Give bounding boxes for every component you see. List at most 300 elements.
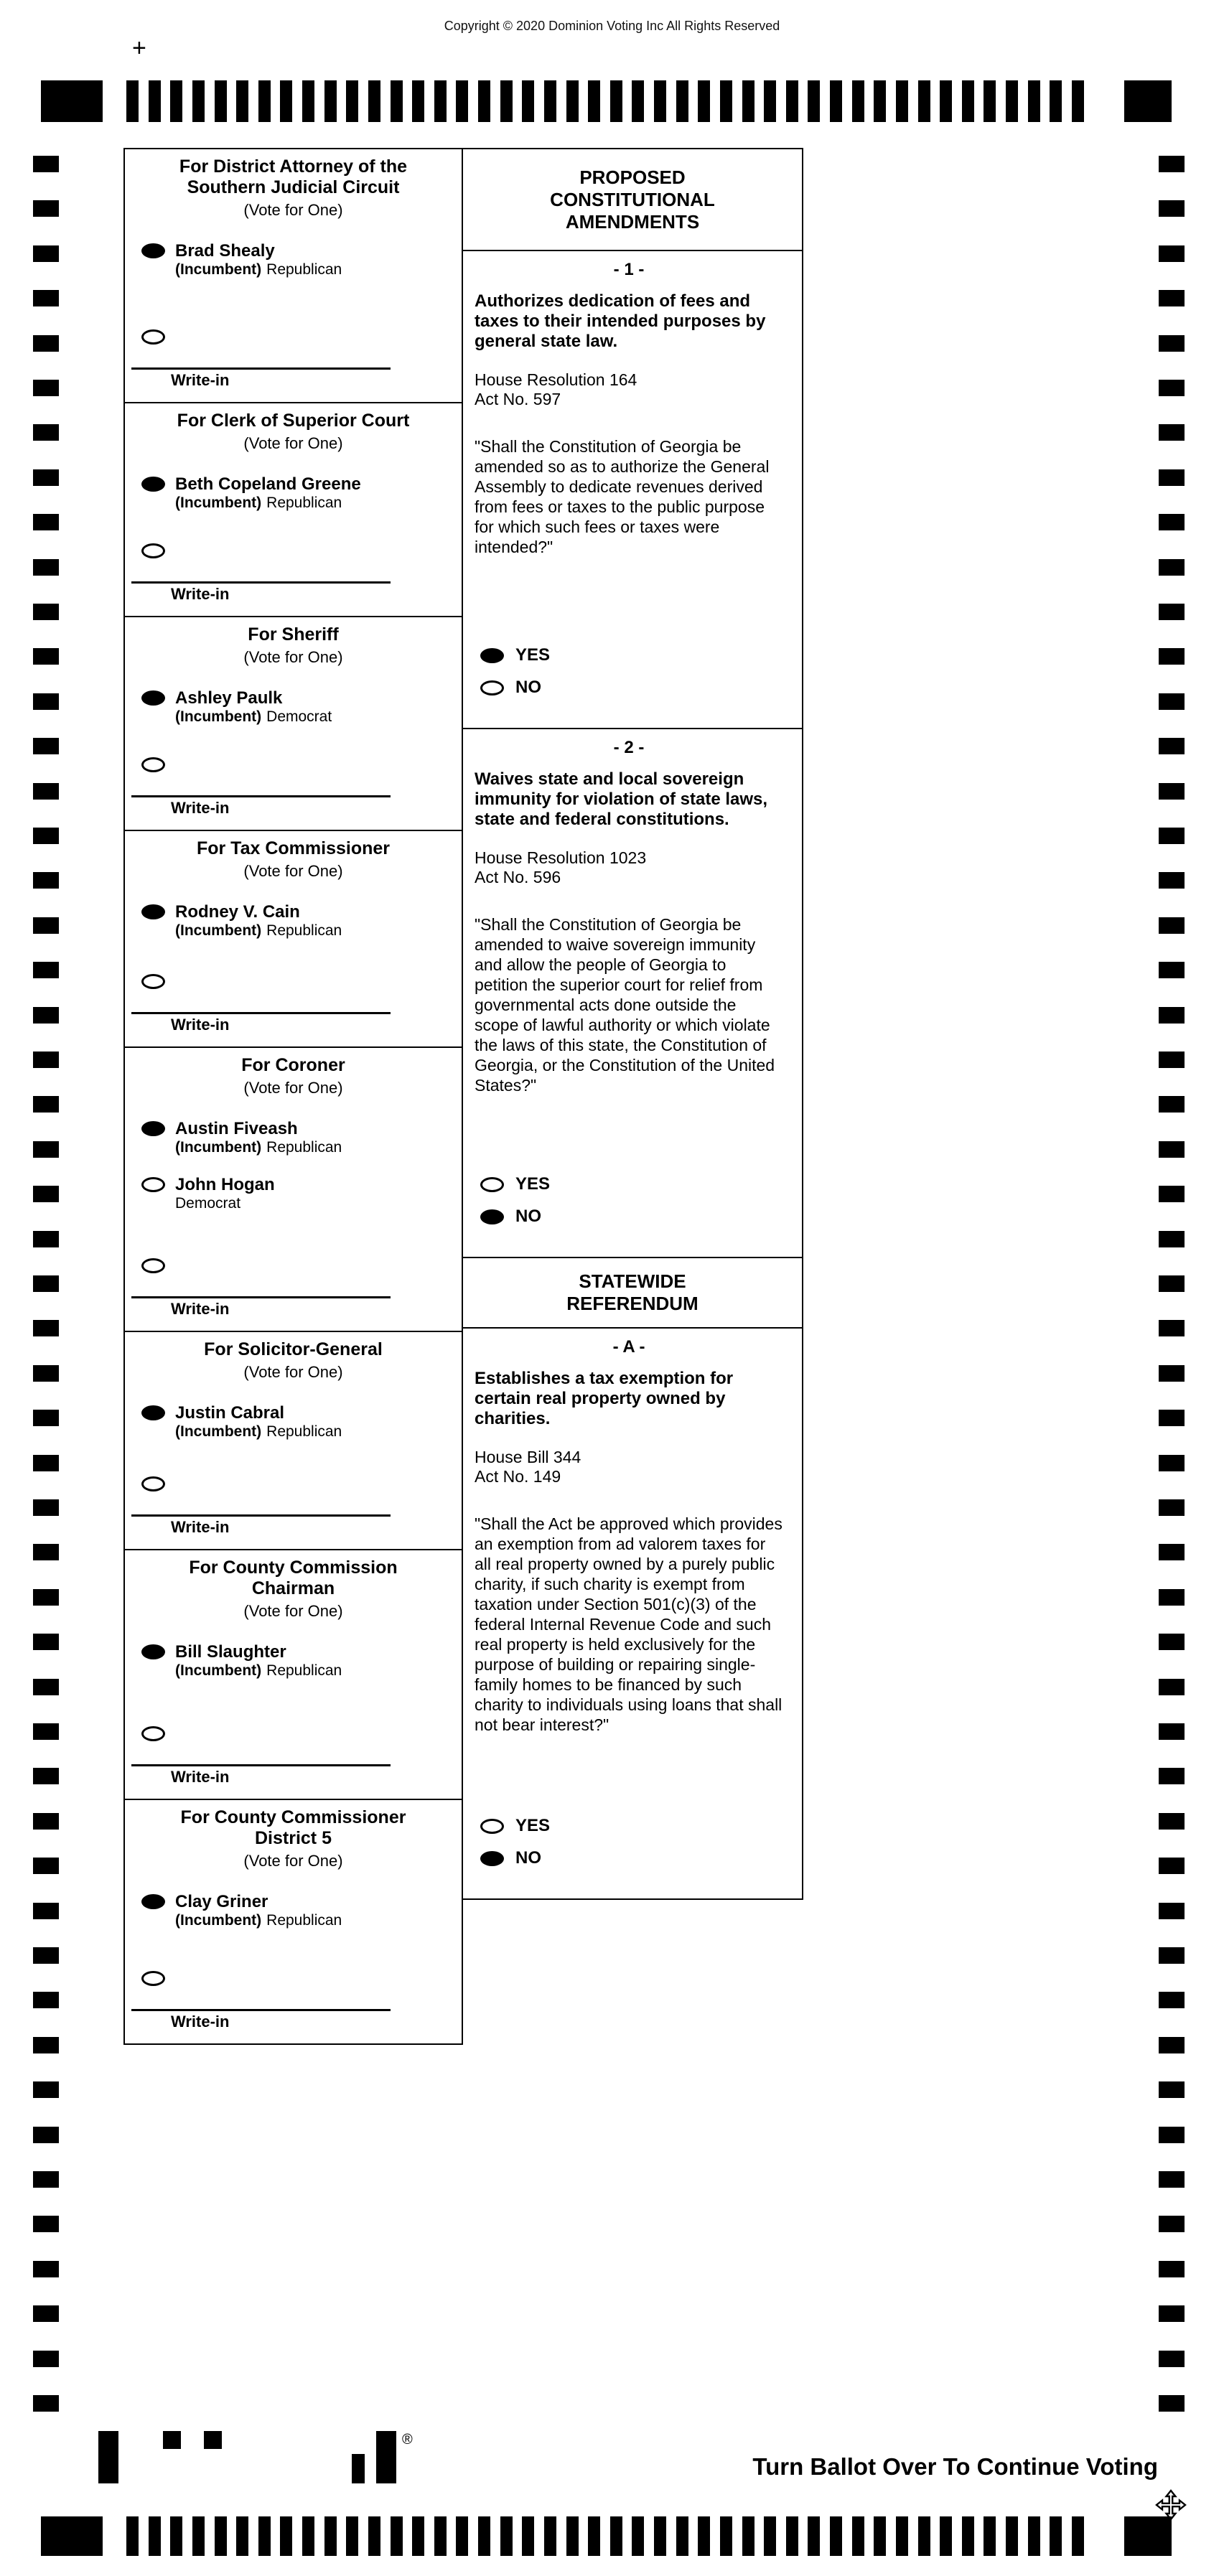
measure-options <box>475 1153 783 1227</box>
candidate-party-line <box>175 708 332 726</box>
contest-title: For County Commission Chairman <box>189 1558 398 1598</box>
write-in-area[interactable] <box>131 1296 391 1319</box>
candidate-name: Ashley Paulk <box>175 688 283 708</box>
measures-header-text: PROPOSED CONSTITUTIONAL AMENDMENTS <box>550 166 715 233</box>
candidate-party-line <box>175 1195 275 1212</box>
candidate-row <box>125 902 462 940</box>
candidate-row <box>125 1119 462 1156</box>
timing-mark-bar <box>632 2516 644 2556</box>
timing-mark <box>1159 559 1185 576</box>
write-in-oval-row <box>125 543 462 562</box>
write-in-oval-row <box>125 757 462 776</box>
measure-authority-line: Act No. 149 <box>475 1467 561 1486</box>
timing-mark-bar <box>852 2516 864 2556</box>
candidate-oval[interactable] <box>141 243 165 258</box>
timing-mark <box>1159 1723 1185 1740</box>
timing-mark <box>1159 1813 1185 1830</box>
timing-mark <box>33 872 59 889</box>
timing-mark-bar <box>192 80 205 122</box>
contest-instruction: (Vote for One) <box>243 648 343 666</box>
candidate-party: Republican <box>266 1423 342 1440</box>
measure-summary: Establishes a tax exemption for certain real property owned by charities. <box>475 1369 734 1428</box>
candidate-party: Republican <box>266 1912 342 1929</box>
timing-mark-bar <box>434 80 447 122</box>
timing-mark <box>1159 1455 1185 1471</box>
timing-mark <box>1159 1186 1185 1202</box>
candidate-text <box>175 1892 342 1929</box>
option-label: NO <box>515 1848 541 1868</box>
candidate-party: Republican <box>266 1662 342 1679</box>
candidate-text <box>175 902 342 940</box>
timing-mark <box>1159 290 1185 306</box>
timing-mark-bar <box>874 2516 886 2556</box>
write-in-oval[interactable] <box>141 1476 165 1491</box>
timing-mark <box>1159 1231 1185 1247</box>
write-in-area[interactable] <box>131 2009 391 2032</box>
option-label: NO <box>515 1207 541 1226</box>
option-oval[interactable] <box>480 680 504 695</box>
timing-mark <box>33 2037 59 2053</box>
candidate-incumbent: (Incumbent) <box>175 1912 262 1929</box>
timing-mark-bar <box>1072 80 1084 122</box>
candidate-name: Rodney V. Cain <box>175 902 300 922</box>
write-in-oval[interactable] <box>141 757 165 772</box>
timing-mark <box>1159 2037 1185 2053</box>
contest-title: For Sheriff <box>248 624 339 645</box>
timing-mark-bar <box>984 2516 996 2556</box>
timing-mark <box>33 1455 59 1471</box>
timing-mark-bar <box>522 2516 534 2556</box>
write-in-group <box>125 757 462 830</box>
candidate-incumbent: (Incumbent) <box>175 1423 262 1440</box>
candidate-incumbent: (Incumbent) <box>175 1662 262 1679</box>
timing-band-top <box>0 80 1224 122</box>
timing-mark <box>1159 1858 1185 1874</box>
measure-authority-line: House Bill 344 <box>475 1448 581 1466</box>
write-in-oval[interactable] <box>141 1726 165 1741</box>
timing-mark <box>33 2351 59 2367</box>
write-in-area[interactable] <box>131 1764 391 1787</box>
timing-bars <box>126 80 1084 122</box>
option-label: YES <box>515 1816 551 1835</box>
contest-instruction: (Vote for One) <box>243 1363 343 1381</box>
candidate-party-line <box>175 1423 342 1441</box>
timing-mark-bar <box>192 2516 205 2556</box>
candidate-oval[interactable] <box>141 1121 165 1136</box>
timing-mark-bar <box>391 80 403 122</box>
timing-mark <box>33 1947 59 1964</box>
measures-header <box>463 149 802 251</box>
footer-instruction: Turn Ballot Over To Continue Voting <box>752 2453 1158 2480</box>
timing-mark <box>33 917 59 934</box>
timing-mark <box>1159 604 1185 620</box>
measure-authority-line: House Resolution 1023 <box>475 848 647 867</box>
write-in-label: Write-in <box>171 371 230 389</box>
timing-mark <box>33 290 59 306</box>
timing-mark <box>1159 424 1185 441</box>
ballot-id-mark <box>352 2454 365 2483</box>
timing-mark <box>33 2081 59 2098</box>
timing-block-left <box>41 2516 103 2556</box>
timing-mark <box>33 828 59 844</box>
timing-mark-bar <box>764 80 776 122</box>
candidate-party: Republican <box>266 1139 342 1156</box>
write-in-group <box>125 543 462 616</box>
contest-section <box>125 149 462 403</box>
ballot-content <box>123 148 803 2045</box>
timing-mark-bar <box>1028 2516 1040 2556</box>
timing-mark-bar <box>544 80 556 122</box>
timing-mark <box>33 693 59 710</box>
timing-mark <box>1159 2261 1185 2277</box>
timing-mark <box>1159 917 1185 934</box>
registered-symbol: ® <box>402 2432 413 2448</box>
timing-mark <box>33 1275 59 1292</box>
write-in-oval-row <box>125 329 462 348</box>
candidate-party: Republican <box>266 495 342 511</box>
timing-mark <box>33 200 59 217</box>
contest-instruction: (Vote for One) <box>243 1602 343 1620</box>
measure-question: "Shall the Constitution of Georgia be amended to waive sovereign immunity and allow the people of Georgia to petition the superior court for relief from governmental acts done outside the scope of lawful authority or which violate the laws of this state, the Constitution of Georgia, or the Constitution of the United States?" <box>475 915 775 1095</box>
timing-mark-bar <box>149 2516 161 2556</box>
timing-mark <box>33 335 59 352</box>
timing-mark-bar <box>478 2516 490 2556</box>
timing-mark-bar <box>676 80 688 122</box>
timing-mark-bar <box>676 2516 688 2556</box>
write-in-label: Write-in <box>171 1016 230 1034</box>
timing-mark-bar <box>346 80 358 122</box>
timing-mark-bar <box>632 80 644 122</box>
timing-mark-bar <box>1050 2516 1062 2556</box>
measure-summary: Waives state and local sovereign immunity for violation of state laws, state and federal constitutions. <box>475 769 768 829</box>
timing-mark <box>33 1679 59 1695</box>
timing-mark-bar <box>302 80 314 122</box>
timing-mark <box>1159 245 1185 262</box>
write-in-oval[interactable] <box>141 1258 165 1273</box>
timing-mark-bar <box>170 80 182 122</box>
contests-column <box>123 148 463 2045</box>
candidate-incumbent: (Incumbent) <box>175 1139 262 1156</box>
write-in-oval[interactable] <box>141 974 165 989</box>
timing-mark <box>1159 1903 1185 1919</box>
candidate-oval[interactable] <box>141 690 165 706</box>
measures-column <box>462 148 803 1900</box>
timing-mark-bar <box>434 2516 447 2556</box>
timing-mark-bar <box>346 2516 358 2556</box>
candidate-party: Republican <box>266 922 342 939</box>
write-in-label: Write-in <box>171 1300 230 1318</box>
contest-section <box>125 1550 462 1800</box>
timing-mark <box>33 514 59 530</box>
candidate-row <box>125 1403 462 1441</box>
timing-mark-bar <box>720 80 732 122</box>
candidate-party-line <box>175 1139 342 1156</box>
measure-section <box>463 251 802 729</box>
timing-mark-bar <box>742 80 755 122</box>
timing-mark-bar <box>566 80 579 122</box>
candidate-text <box>175 474 361 512</box>
candidate-name: Brad Shealy <box>175 241 275 261</box>
contest-instruction: (Vote for One) <box>243 862 343 880</box>
candidate-row <box>125 241 462 278</box>
option-label: YES <box>515 1174 551 1194</box>
candidate-name: Clay Griner <box>175 1892 268 1911</box>
timing-mark-bar <box>215 2516 227 2556</box>
candidate-oval[interactable] <box>141 904 165 919</box>
timing-mark-bar <box>1006 2516 1018 2556</box>
timing-mark <box>1159 1141 1185 1158</box>
timing-mark <box>33 1768 59 1784</box>
candidate-incumbent: (Incumbent) <box>175 708 262 725</box>
timing-mark-bar <box>258 2516 271 2556</box>
candidate-party-line <box>175 1662 342 1680</box>
candidate-text <box>175 1642 342 1680</box>
timing-mark <box>33 783 59 800</box>
write-in-oval-row <box>125 1258 462 1277</box>
timing-mark <box>1159 962 1185 978</box>
timing-mark-bar <box>302 2516 314 2556</box>
timing-mark <box>33 1096 59 1113</box>
timing-mark <box>33 559 59 576</box>
write-in-area[interactable] <box>131 795 391 818</box>
timing-mark <box>1159 1275 1185 1292</box>
timing-mark-bar <box>236 2516 248 2556</box>
timing-mark <box>33 380 59 396</box>
contest-title: For County Commissioner District 5 <box>180 1807 406 1848</box>
timing-mark-bar <box>149 80 161 122</box>
candidate-party: Democrat <box>266 708 332 725</box>
write-in-area[interactable] <box>131 1514 391 1537</box>
timing-mark <box>1159 828 1185 844</box>
timing-mark-bar <box>544 2516 556 2556</box>
write-in-oval-row <box>125 1726 462 1745</box>
candidate-text <box>175 1175 275 1212</box>
timing-mark <box>1159 1499 1185 1516</box>
timing-mark <box>1159 380 1185 396</box>
timing-mark <box>33 1186 59 1202</box>
timing-mark <box>33 1723 59 1740</box>
contest-section <box>125 403 462 617</box>
timing-mark <box>33 1813 59 1830</box>
timing-mark <box>33 156 59 172</box>
timing-mark <box>1159 1589 1185 1606</box>
timing-mark-bar <box>830 2516 842 2556</box>
timing-mark <box>1159 1365 1185 1382</box>
candidate-incumbent: (Incumbent) <box>175 495 262 511</box>
timing-mark <box>1159 2216 1185 2232</box>
timing-mark <box>1159 2351 1185 2367</box>
timing-mark-bar <box>478 80 490 122</box>
timing-mark-bar <box>610 80 622 122</box>
measure-options <box>475 1794 783 1868</box>
option-row <box>475 1816 783 1836</box>
write-in-label: Write-in <box>171 1768 230 1786</box>
measure-number: - A - <box>612 1337 645 1357</box>
contest-title: For District Attorney of the Southern Judicial Circuit <box>179 156 408 197</box>
write-in-label: Write-in <box>171 585 230 603</box>
measure-options <box>475 624 783 698</box>
measures-header-text: STATEWIDE REFERENDUM <box>566 1270 699 1314</box>
timing-mark <box>33 1634 59 1650</box>
write-in-oval[interactable] <box>141 543 165 558</box>
timing-mark <box>33 738 59 754</box>
timing-mark-bar <box>940 2516 952 2556</box>
candidate-name: Bill Slaughter <box>175 1642 286 1662</box>
candidate-name: Justin Cabral <box>175 1403 285 1423</box>
option-oval[interactable] <box>480 1819 504 1834</box>
write-in-area[interactable] <box>131 581 391 604</box>
timing-mark <box>33 1410 59 1426</box>
candidate-oval[interactable] <box>141 1177 165 1192</box>
timing-mark-bar <box>698 80 710 122</box>
measure-summary: Authorizes dedication of fees and taxes to their intended purposes by general state law. <box>475 291 766 351</box>
contest-section <box>125 1048 462 1332</box>
candidate-party-line <box>175 922 342 940</box>
timing-mark <box>1159 1768 1185 1784</box>
measure-number: - 1 - <box>613 260 645 279</box>
write-in-label: Write-in <box>171 799 230 817</box>
timing-mark <box>33 424 59 441</box>
timing-mark <box>33 1141 59 1158</box>
candidate-name: Beth Copeland Greene <box>175 474 361 494</box>
candidate-oval[interactable] <box>141 477 165 492</box>
timing-mark <box>1159 1052 1185 1068</box>
contest-instruction: (Vote for One) <box>243 201 343 219</box>
timing-mark <box>1159 1634 1185 1650</box>
timing-mark-bar <box>610 2516 622 2556</box>
timing-mark-bar <box>764 2516 776 2556</box>
write-in-oval-row <box>125 1971 462 1990</box>
timing-mark <box>33 2261 59 2277</box>
candidate-party-line <box>175 1912 342 1929</box>
timing-mark <box>1159 2395 1185 2412</box>
timing-mark <box>33 1858 59 1874</box>
option-oval[interactable] <box>480 648 504 663</box>
contest-title: For Coroner <box>241 1055 345 1075</box>
write-in-group <box>125 974 462 1046</box>
timing-mark <box>1159 1544 1185 1560</box>
timing-mark <box>33 1007 59 1024</box>
write-in-label: Write-in <box>171 2013 230 2031</box>
measure-section <box>463 1329 802 1898</box>
write-in-group <box>125 1971 462 2043</box>
write-in-area[interactable] <box>131 1012 391 1035</box>
timing-mark <box>33 245 59 262</box>
timing-mark <box>1159 1679 1185 1695</box>
timing-mark <box>1159 514 1185 530</box>
timing-mark <box>33 1589 59 1606</box>
write-in-oval[interactable] <box>141 329 165 345</box>
timing-mark-bar <box>852 80 864 122</box>
candidate-oval[interactable] <box>141 1405 165 1420</box>
timing-mark <box>33 2171 59 2188</box>
candidate-name: John Hogan <box>175 1175 275 1194</box>
timing-mark-bar <box>368 2516 380 2556</box>
timing-mark-bar <box>654 80 666 122</box>
option-oval[interactable] <box>480 1209 504 1224</box>
contest-section <box>125 617 462 831</box>
timing-mark-bar <box>500 80 513 122</box>
candidate-row <box>125 1892 462 1929</box>
timing-mark-bar <box>830 80 842 122</box>
contest-title: For Clerk of Superior Court <box>177 411 410 431</box>
measure-authority-line: Act No. 597 <box>475 390 561 408</box>
candidate-oval[interactable] <box>141 1644 165 1659</box>
timing-mark-bar <box>962 80 974 122</box>
option-row <box>475 1207 783 1227</box>
timing-mark-bar <box>984 80 996 122</box>
measure-authority-line: House Resolution 164 <box>475 370 637 389</box>
timing-mark-bar <box>1028 80 1040 122</box>
timing-mark-bar <box>280 80 292 122</box>
timing-block-left <box>41 80 103 122</box>
timing-mark <box>33 962 59 978</box>
option-row <box>475 678 783 698</box>
candidate-incumbent: (Incumbent) <box>175 922 262 939</box>
measure-authority <box>475 370 783 409</box>
timing-mark <box>1159 1096 1185 1113</box>
contest-section <box>125 831 462 1048</box>
timing-mark <box>33 604 59 620</box>
ballot-id-mark <box>98 2431 118 2483</box>
timing-mark <box>1159 335 1185 352</box>
option-row <box>475 645 783 665</box>
write-in-label: Write-in <box>171 1518 230 1536</box>
timing-mark-bar <box>588 80 600 122</box>
timing-block-right <box>1124 80 1172 122</box>
timing-mark-bar <box>280 2516 292 2556</box>
timing-mark-bar <box>786 80 798 122</box>
candidate-oval[interactable] <box>141 1894 165 1909</box>
option-row <box>475 1848 783 1868</box>
timing-mark-bar <box>588 2516 600 2556</box>
timing-mark-bar <box>720 2516 732 2556</box>
write-in-area[interactable] <box>131 367 391 390</box>
timing-mark <box>33 2305 59 2322</box>
option-row <box>475 1174 783 1194</box>
timing-mark-bar <box>500 2516 513 2556</box>
timing-mark-bar <box>126 80 139 122</box>
write-in-oval[interactable] <box>141 1971 165 1986</box>
timing-mark <box>33 2395 59 2412</box>
write-in-oval-row <box>125 1476 462 1495</box>
timing-mark <box>1159 2127 1185 2143</box>
timing-mark-bar <box>1006 80 1018 122</box>
timing-mark-bar <box>918 2516 930 2556</box>
candidate-text <box>175 241 342 278</box>
timing-mark-bar <box>456 2516 468 2556</box>
timing-mark-bar <box>808 2516 820 2556</box>
timing-mark <box>1159 469 1185 486</box>
timing-mark <box>33 1499 59 1516</box>
candidate-party: Democrat <box>175 1195 241 1212</box>
timing-mark-bar <box>654 2516 666 2556</box>
write-in-oval-row <box>125 974 462 993</box>
timing-mark-bar <box>566 2516 579 2556</box>
timing-mark-bar <box>412 80 424 122</box>
measures-header <box>463 1258 802 1329</box>
timing-mark <box>33 469 59 486</box>
timing-mark <box>1159 738 1185 754</box>
timing-mark-bar <box>368 80 380 122</box>
option-oval[interactable] <box>480 1851 504 1866</box>
timing-mark <box>33 1903 59 1919</box>
contest-instruction: (Vote for One) <box>243 434 343 452</box>
option-oval[interactable] <box>480 1177 504 1192</box>
timing-mark-bar <box>412 2516 424 2556</box>
contest-instruction: (Vote for One) <box>243 1852 343 1870</box>
move-arrows-icon <box>1154 2488 1188 2526</box>
